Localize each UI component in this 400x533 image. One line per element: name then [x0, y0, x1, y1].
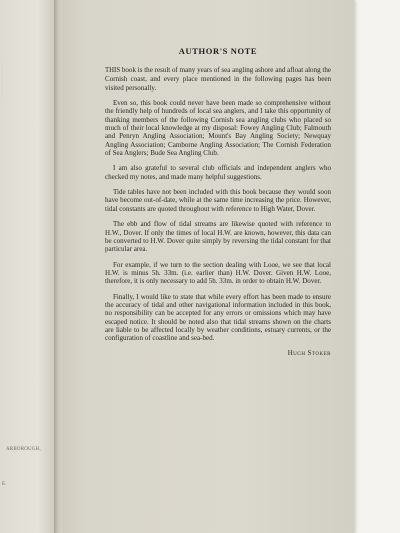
page-content — [105, 46, 331, 357]
left-page-mark — [2, 60, 13, 100]
left-page-edge — [0, 0, 54, 533]
page-heading: AUTHOR'S NOTE — [178, 46, 258, 56]
paragraph — [105, 66, 331, 92]
left-page-text-fragment: ARBOROUGH, — [6, 447, 41, 452]
paragraph: Even so, this book could never have been made so comprehensive without the friendly help of hundreds of local sea anglers, and I take this opportunity of thanking members of the following Cornish sea angling clubs who placed so much of their local knowledge at my disposal: Fowey Angling Club; Falmouth and Penryn Angling Association; Mount's Bay Angling Society; Newquay Angling Association; Camborne Angling Association; The Cornish Federation of Sea Anglers; Bude Sea Angling Club. — [105, 99, 331, 157]
paragraph: Finally, I would like to state that while every effort has been made to ensure the accuracy of tidal and other navigational information included in this book, no responsibility can be accepted for any errors or omissions which may have escaped notice. It should be noted also that tidal streams shown on the charts are liable to be affected locally by weather conditions, estuary currents, or the configuration of coastline and sea-bed. — [105, 292, 331, 343]
left-page-text-fragment: E. — [2, 482, 7, 487]
paragraph: I am also grateful to several club officials and independent anglers who checked my notes, and made many helpful suggestions. — [105, 164, 331, 181]
author-signature: Hugh Stoker — [287, 349, 331, 357]
paragraph-text: book is the result of many years of sea angling ashore and afloat along the Cornish coast, and every place mentioned in the following pages has been visited personally. — [105, 66, 331, 92]
paragraph: For example, if we turn to the section dealing with Looe, we see that local H.W. is minus 5h. 33m. (i.e. earlier than) H.W. Dover. Given H.W. Looe, therefore, it is only necessary to add 5h. 33m. in order to obtain H.W. Dover. — [105, 260, 331, 286]
paragraph-lead: THIS — [105, 67, 121, 74]
book-gutter — [54, 0, 62, 533]
paragraph: Tide tables have not been included with this book because they would soon have become out-of-date, while at the same time increasing the price. However, tidal constants are quoted throughout with reference to High Water, Dover. — [105, 188, 331, 213]
paragraph: The ebb and flow of tidal streams are likewise quoted with reference to H.W., Dover. If only the times of local H.W. are known, however, this data can be converted to H.W. Dover quite simply by reversing the tidal constant for that particular area. — [105, 220, 331, 254]
